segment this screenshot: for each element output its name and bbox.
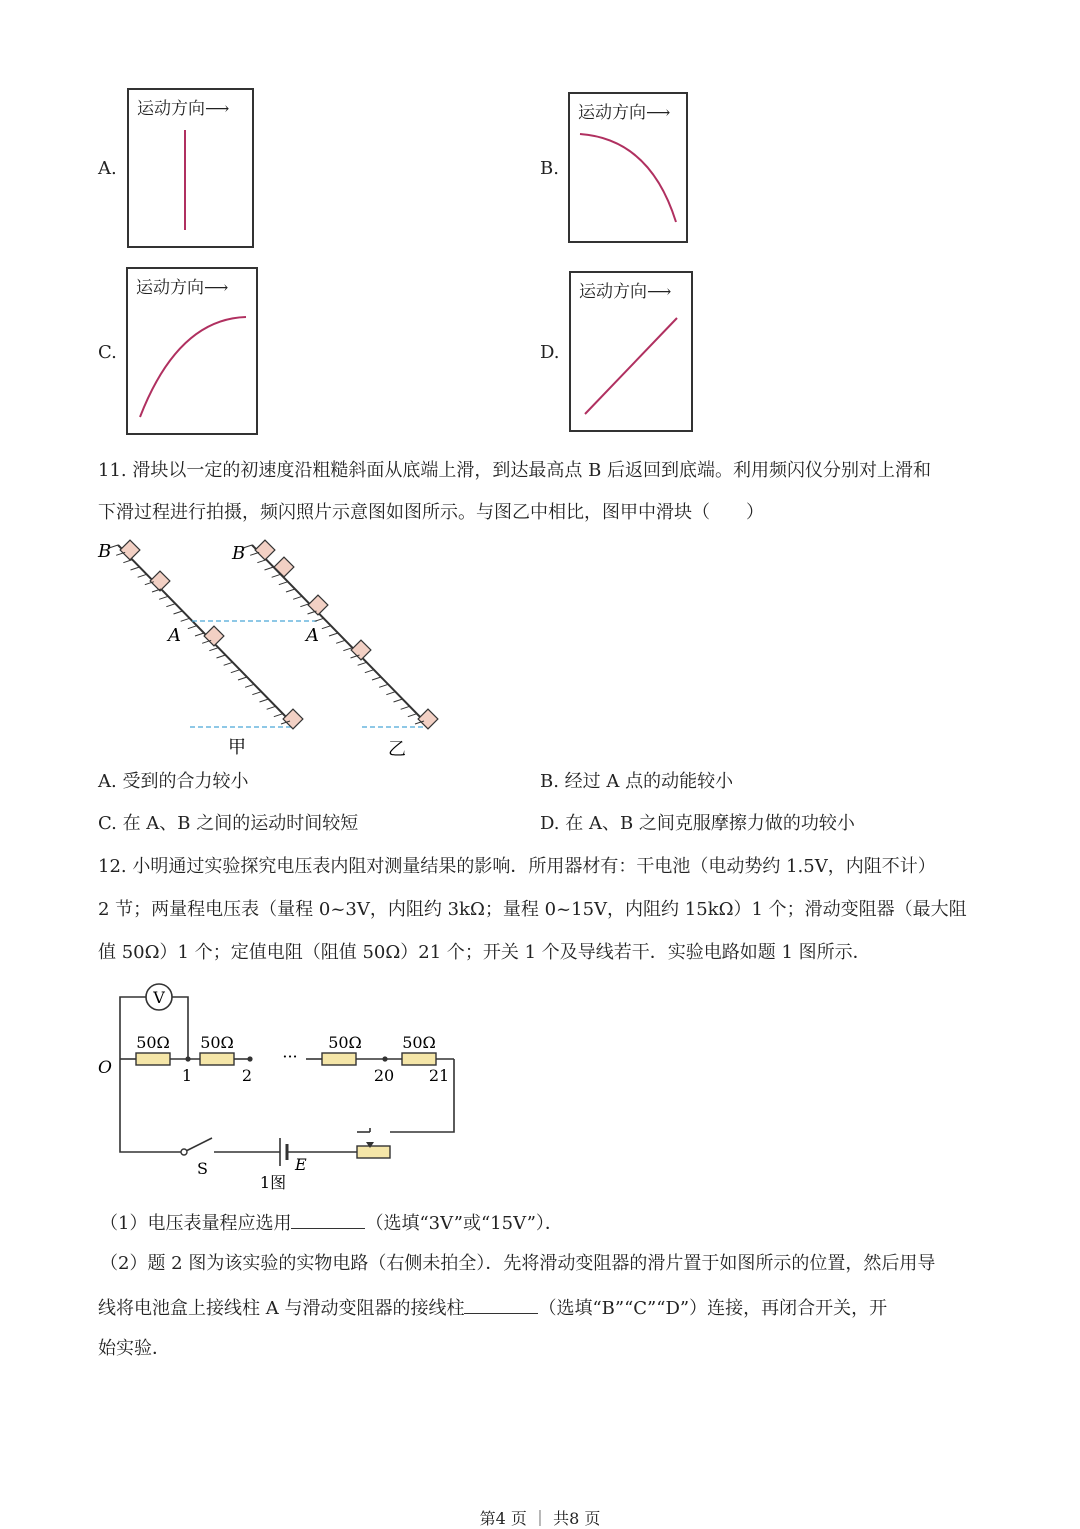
incline-hatch-mark: [274, 714, 283, 717]
q12-stem-line3: 值 50Ω）1 个；定值电阻（阻值 50Ω）21 个；开关 1 个及导线若干．实验电路如题 1 图所示．: [98, 942, 871, 963]
left-point-a-label: A: [168, 625, 181, 646]
arrow-right-icon: ⟶: [646, 103, 671, 123]
incline-hatch-mark: [224, 662, 233, 665]
resistor-21: [402, 1053, 436, 1065]
q12-sub2-text-a: 线将电池盒上接线柱 A 与滑动变阻器的接线柱: [98, 1298, 465, 1319]
incline-hatch-mark: [231, 670, 240, 673]
option-a-title: 运动方向⟶: [137, 99, 230, 119]
node-2-label: 2: [241, 1066, 253, 1085]
incline-hatch-mark: [267, 706, 276, 709]
slider-block: [204, 626, 224, 646]
q12-sub1-text-b: （选填“3V”或“15V”）．: [365, 1213, 563, 1234]
option-b-frame: [568, 92, 688, 243]
incline-hatch-mark: [394, 699, 403, 702]
option-b-trajectory: [570, 94, 686, 241]
resistor-2-value: 50Ω: [200, 1033, 234, 1052]
slider-block: [150, 571, 170, 591]
incline-hatch-mark: [336, 640, 345, 643]
incline-hatch-mark: [131, 567, 140, 570]
resistor-20: [322, 1053, 356, 1065]
slider-block: [283, 709, 303, 729]
q12-stem-line2: 2 节；两量程电压表（量程 0~3V，内阻约 3kΩ；量程 0~15V，内阻约 15kΩ）1 个；滑动变阻器（最大阻: [98, 899, 967, 920]
option-d-title: 运动方向⟶: [579, 282, 672, 302]
q11-option-b[interactable]: B. 经过 A 点的动能较小: [540, 771, 734, 792]
incline-hatch-mark: [217, 655, 226, 658]
incline-hatch-mark: [159, 596, 168, 599]
slider-block: [308, 595, 328, 615]
q12-stem-line1: 12. 小明通过实验探究电压表内阻对测量结果的影响．所用器材有：干电池（电动势约 1.5V，内阻不计）: [98, 856, 936, 877]
incline-hatch-mark: [195, 633, 204, 636]
q12-circuit-diagram: [90, 978, 470, 1198]
incline-hatch-mark: [209, 648, 218, 651]
node-1: [185, 1056, 190, 1061]
q12-sub1-text-a: （1）电压表量程应选用: [100, 1213, 292, 1234]
battery-label: E: [295, 1155, 307, 1174]
incline-hatch-mark: [250, 552, 259, 555]
page-footer: 第4 页 ｜ 共8 页: [479, 1509, 601, 1528]
incline-hatch-mark: [252, 692, 261, 695]
slider-block: [120, 540, 140, 560]
incline-hatch-mark: [386, 692, 395, 695]
slider-block: [255, 540, 275, 560]
option-b-label: B.: [540, 158, 559, 179]
incline-hatch-mark: [257, 560, 266, 563]
q11-option-d[interactable]: D. 在 A、B 之间克服摩擦力做的功较小: [540, 813, 855, 834]
incline-hatch-mark: [315, 618, 324, 621]
node-1-label: 1: [181, 1066, 193, 1085]
option-a-frame: [127, 88, 254, 248]
incline-hatch-mark: [408, 714, 417, 717]
q12-sub1-blank[interactable]: [291, 1212, 365, 1229]
resistor-2: [200, 1053, 234, 1065]
incline-hatch-mark: [279, 582, 288, 585]
option-a-label: A.: [98, 158, 117, 179]
incline-hatch-mark: [123, 560, 132, 563]
q12-sub1: [100, 1212, 563, 1233]
q12-sub2-line2: [98, 1297, 887, 1318]
incline-hatch-mark: [358, 662, 367, 665]
switch-label: S: [197, 1159, 208, 1178]
slider-block: [418, 709, 438, 729]
q12-sub2-blank[interactable]: [464, 1297, 538, 1314]
voltmeter-label: V: [153, 988, 165, 1007]
arrow-right-icon: ⟶: [647, 282, 672, 302]
incline-hatch-mark: [166, 604, 175, 607]
incline-hatch-mark: [238, 677, 247, 680]
switch-pivot: [181, 1149, 187, 1155]
incline-hatch-mark: [188, 626, 197, 629]
q12-sub2-line1: （2）题 2 图为该实验的实物电路（右侧未拍全）．先将滑动变阻器的滑片置于如图所示的位置，然后用导: [100, 1253, 936, 1274]
right-caption: 乙: [388, 739, 406, 760]
incline-hatch-mark: [245, 684, 254, 687]
node-21-label: 21: [428, 1066, 450, 1085]
option-b-title: 运动方向⟶: [578, 103, 671, 123]
arrow-right-icon: ⟶: [205, 99, 230, 119]
incline-hatch-mark: [265, 567, 274, 570]
q12-sub2-text-b: （选填“B”“C”“D”）连接，再闭合开关，开: [538, 1298, 888, 1319]
incline-hatch-mark: [401, 706, 410, 709]
incline-hatch-mark: [322, 626, 331, 629]
option-d-frame: [569, 271, 693, 432]
incline-hatch-mark: [174, 611, 183, 614]
q12-sub2-line3: 始实验．: [98, 1338, 170, 1359]
q11-stem-line1: 11. 滑块以一定的初速度沿粗糙斜面从底端上滑，到达最高点 B 后返回到底端。利用频闪仪分别对上滑和: [98, 460, 932, 481]
slider-block: [274, 557, 294, 577]
resistor-1-value: 50Ω: [136, 1033, 170, 1052]
q11-option-c[interactable]: C. 在 A、B 之间的运动时间较短: [98, 813, 359, 834]
option-d-trajectory: [571, 273, 691, 430]
resistor-20-value: 50Ω: [328, 1033, 362, 1052]
option-c-label: C.: [98, 342, 117, 363]
incline-hatch-mark: [379, 684, 388, 687]
option-c-frame: [126, 267, 258, 435]
right-point-b-label: B: [232, 543, 246, 564]
option-d-label: D.: [540, 342, 560, 363]
incline-hatch-mark: [372, 677, 381, 680]
voltmeter: [146, 984, 172, 1010]
incline-hatch-mark: [181, 618, 190, 621]
option-a-trajectory: [129, 90, 252, 246]
incline-hatch-mark: [272, 574, 281, 577]
arrow-right-icon: ⟶: [204, 278, 229, 298]
resistor-ellipsis: ···: [282, 1047, 298, 1066]
incline-hatch-mark: [260, 699, 269, 702]
q11-option-a[interactable]: A. 受到的合力较小: [98, 771, 249, 792]
incline-hatch-mark: [286, 589, 295, 592]
resistor-1: [136, 1053, 170, 1065]
left-caption: 甲: [228, 737, 246, 758]
incline-hatch-mark: [293, 596, 302, 599]
q11-incline-figure: [90, 535, 460, 765]
node-o-label: O: [98, 1058, 112, 1078]
incline-hatch-mark: [138, 574, 147, 577]
circuit-caption: 1图: [259, 1173, 287, 1192]
node-2: [247, 1056, 252, 1061]
resistor-21-value: 50Ω: [402, 1033, 436, 1052]
node-20: [382, 1056, 387, 1061]
incline-hatch-mark: [329, 633, 338, 636]
option-c-title: 运动方向⟶: [136, 278, 229, 298]
rheostat: [357, 1146, 390, 1158]
q11-stem-line2: 下滑过程进行拍摄，频闪照片示意图如图所示。与图乙中相比，图甲中滑块（ ）: [98, 502, 764, 523]
option-c-trajectory: [128, 269, 256, 433]
node-20-label: 20: [373, 1066, 395, 1085]
left-point-b-label: B: [98, 541, 112, 562]
incline-hatch-mark: [365, 670, 374, 673]
right-point-a-label: A: [306, 625, 319, 646]
